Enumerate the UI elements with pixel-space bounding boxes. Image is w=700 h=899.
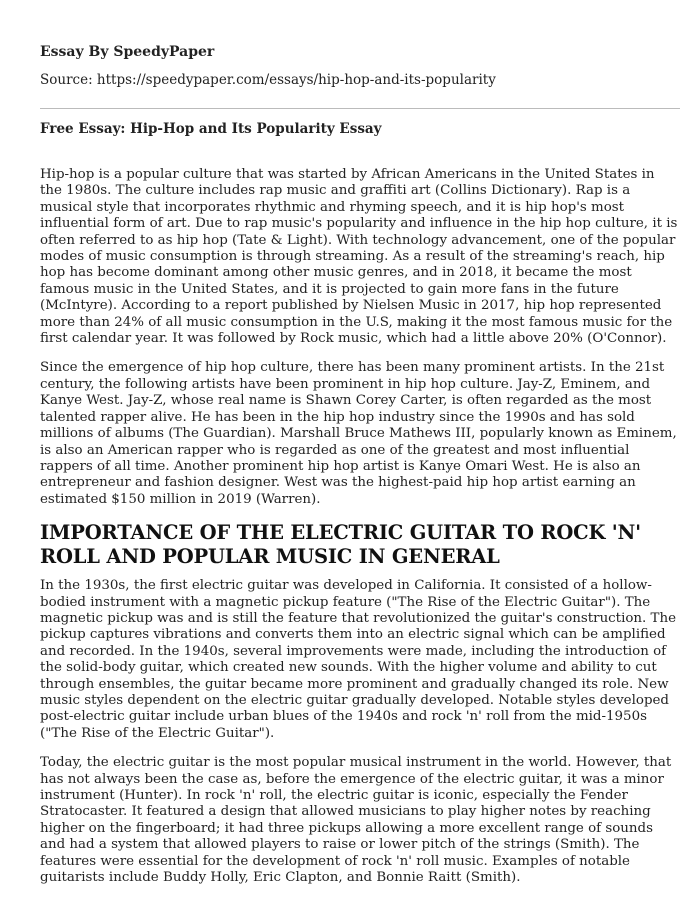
essay-body [40,167,680,899]
body-paragraph: Hip-hop is a popular culture that was started by African Americans in the United States in the 1980s. The culture includes rap music and graffiti art (Collins Dictionary). Rap is a musical style that incorporates rhythmic and rhyming speech, and it is hip hop's most influential form of art. Due to rap music's popularity and influence in the hip hop culture, it is often referred to as hip hop (Tate & Light). With technology advancement, one of the popular modes of music consumption is through streaming. As a result of the streaming's reach, hip hop has become dominant among other music genres, and in 2018, it became the most famous music in the United States, and it is projected to gain more fans in the future (McIntyre). According to a report published by Nielsen Music in 2017, hip hop represented more than 24% of all music consumption in the U.S, making it the most famous music for the first calendar year. It was followed by Rock music, which had a little above 20% (O'Connor). [40,167,678,347]
divider [40,108,680,109]
essay-title: Free Essay: Hip-Hop and Its Popularity Essay [40,121,382,137]
body-paragraph: Since the emergence of hip hop culture, there has been many prominent artists. In the 21st century, the following artists have been prominent in hip hop culture. Jay-Z, Eminem, and Kanye West. Jay-Z, whose real name is Shawn Corey Carter, is often regarded as the most talented rapper alive. He has been in the hip hop industry since the 1990s and has sold millions of albums (The Guardian). Marshall Bruce Mathews III, popularly known as Eminem, is also an American rapper who is regarded as one of the greatest and most influential rappers of all time. Another prominent hip hop artist is Kanye Omari West. He is also an entrepreneur and fashion designer. West was the highest-paid hip hop artist earning an estimated $150 million in 2019 (Warren). [40,360,677,507]
body-paragraph: Today, the electric guitar is the most popular musical instrument in the world. However, that has not always been the case as, before the emergence of the electric guitar, it was a minor instrument (Hunter). In rock 'n' roll, the electric guitar is iconic, especially the Fender Stratocaster. It featured a design that allowed musicians to play higher notes by reaching higher on the fingerboard; it had three pickups allowing a more excellent range of sounds and had a system that allowed players to raise or lower pitch of the strings (Smith). The features were essential for the development of rock 'n' roll music. Examples of notable guitarists include Buddy Holly, Eric Clapton, and Bonnie Raitt (Smith). [40,755,672,886]
section-heading: IMPORTANCE OF THE ELECTRIC GUITAR TO ROCK 'N' ROLL AND POPULAR MUSIC IN GENERAL [40,521,641,568]
essay-source: Source: https://speedypaper.com/essays/hip-hop-and-its-popularity [40,72,496,88]
essay-author: Essay By SpeedyPaper [40,44,215,60]
body-paragraph: In the 1930s, the first electric guitar was developed in California. It consisted of a hollow-bodied instrument with a magnetic pickup feature ("The Rise of the Electric Guitar"). The magnetic pickup was and is still the feature that revolutionized the guitar's construction. The pickup captures vibrations and converts them into an electric signal which can be amplified and recorded. In the 1940s, several improvements were made, including the introduction of the solid-body guitar, which created new sounds. With the higher volume and ability to cut through ensembles, the guitar became more prominent and gradually changed its role. New music styles dependent on the electric guitar gradually developed. Notable styles developed post-electric guitar include urban blues of the 1940s and rock 'n' roll from the mid-1950s ("The Rise of the Electric Guitar"). [40,578,677,741]
